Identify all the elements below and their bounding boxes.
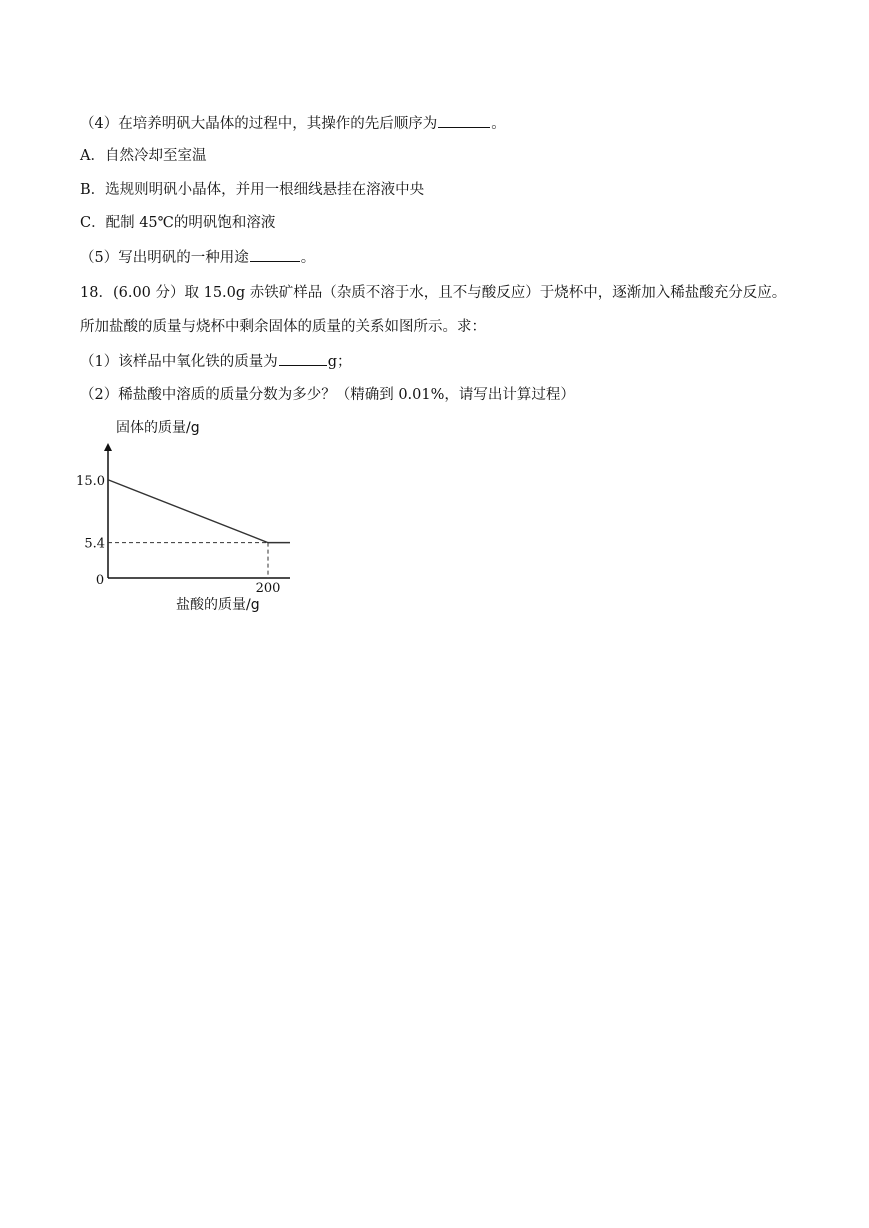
question-4-end: 。 bbox=[491, 116, 506, 132]
question-18-part-1-unit: g； bbox=[327, 354, 352, 370]
y-tick-label-0: 15.0 bbox=[76, 473, 105, 489]
question-5-text: （5）写出明矾的一种用途 bbox=[80, 250, 249, 266]
option-a: A．自然冷却至室温 bbox=[80, 148, 207, 164]
option-c: C．配制 45℃的明矾饱和溶液 bbox=[80, 215, 276, 231]
answer-blank bbox=[438, 113, 490, 128]
x-axis-label: 盐酸的质量/g bbox=[176, 597, 260, 613]
x-tick-label-1: 200 bbox=[255, 581, 281, 596]
guide-lines bbox=[108, 543, 268, 578]
question-4-text: （4）在培养明矾大晶体的过程中，其操作的先后顺序为 bbox=[80, 116, 438, 132]
question-18-part-2: （2）稀盐酸中溶质的质量分数为多少？（精确到 0.01%，请写出计算过程） bbox=[80, 387, 575, 403]
question-18-part-1-text: （1）该样品中氧化铁的质量为 bbox=[80, 354, 278, 370]
question-5-line bbox=[80, 247, 315, 268]
series-line-0 bbox=[108, 480, 290, 543]
y-tick-label-1: 5.4 bbox=[84, 536, 105, 552]
question-4-line bbox=[80, 113, 506, 134]
x-tick-label-0: 0 bbox=[95, 573, 105, 588]
answer-blank bbox=[279, 351, 327, 366]
answer-blank bbox=[250, 247, 300, 262]
mass-graph bbox=[70, 412, 290, 622]
series-layer bbox=[108, 480, 290, 543]
question-18-part-1 bbox=[80, 351, 352, 372]
question-18-line-2: 所加盐酸的质量与烧杯中剩余固体的质量的关系如图所示。求： bbox=[80, 319, 486, 335]
axes bbox=[108, 445, 290, 578]
question-5-end: 。 bbox=[300, 250, 316, 266]
option-b: B．选规则明矾小晶体，并用一根细线悬挂在溶液中央 bbox=[80, 182, 425, 198]
question-18-line-1: 18．(6.00 分）取 15.0g 赤铁矿样品（杂质不溶于水，且不与酸反应）于烧杯中，逐渐加入稀盐酸充分反应。 bbox=[80, 285, 787, 301]
label-layer bbox=[76, 419, 280, 613]
y-axis-label: 固体的质量/g bbox=[116, 420, 200, 436]
